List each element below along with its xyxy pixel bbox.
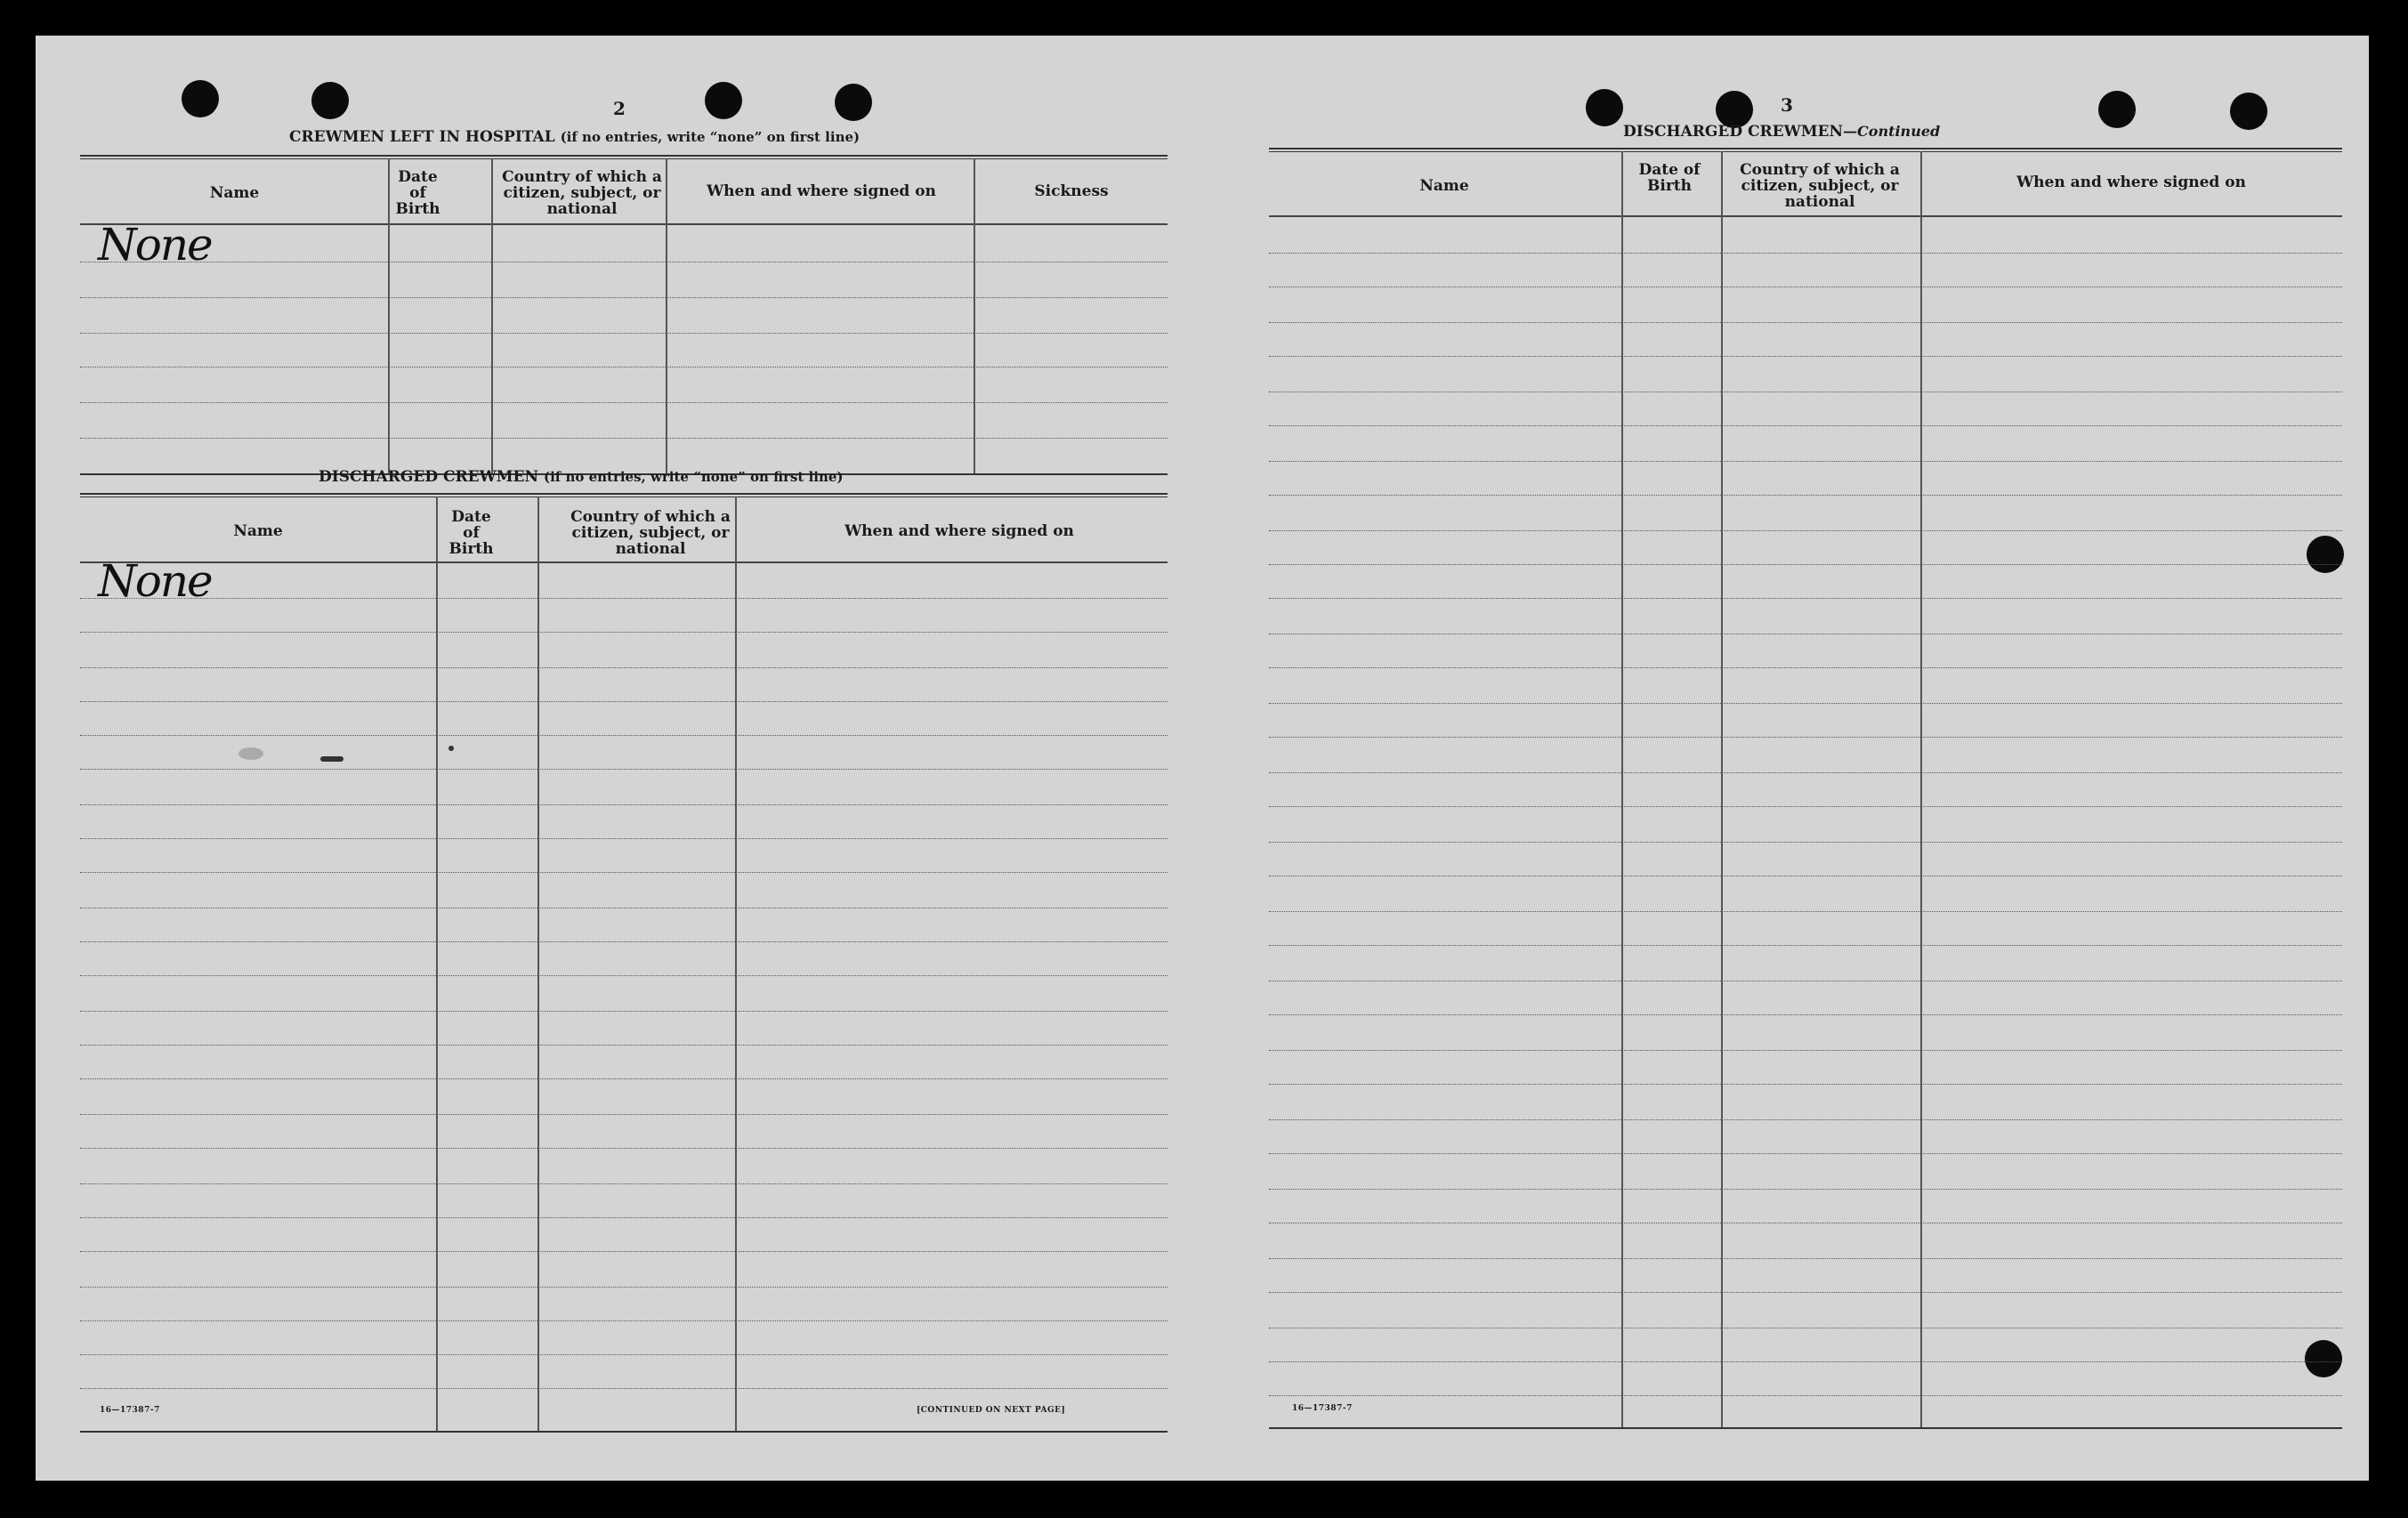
column-divider bbox=[974, 158, 975, 475]
column-header-country: Country of which a citizen, subject, or national bbox=[1740, 161, 1900, 211]
table-row-rule bbox=[80, 872, 1168, 873]
form-number: 16—17387-7 bbox=[1292, 1404, 1353, 1413]
table-row-rule bbox=[80, 402, 1168, 403]
table-bottom-rule bbox=[1269, 1427, 2342, 1429]
punch-hole bbox=[705, 82, 742, 119]
punch-hole bbox=[2098, 91, 2136, 128]
table-row-rule bbox=[1269, 772, 2342, 773]
ink-smudge bbox=[320, 756, 343, 762]
column-header-signed-on: When and where signed on bbox=[844, 522, 1074, 540]
table-row-rule bbox=[1269, 945, 2342, 946]
header-bottom-rule bbox=[1269, 215, 2342, 217]
table-row-rule bbox=[1269, 806, 2342, 807]
column-divider bbox=[1621, 151, 1623, 1429]
column-divider bbox=[436, 497, 438, 1431]
table-row-rule bbox=[1269, 1014, 2342, 1015]
table-row-rule bbox=[1269, 461, 2342, 462]
table-row-rule bbox=[80, 1388, 1168, 1389]
table-row-rule bbox=[80, 1251, 1168, 1252]
table-top-rule bbox=[80, 155, 1168, 159]
table-row-rule bbox=[1269, 1189, 2342, 1190]
table-row-rule bbox=[1269, 495, 2342, 496]
discharged-title-text: DISCHARGED CREWMEN bbox=[319, 468, 539, 486]
table-row-rule bbox=[1269, 1258, 2342, 1259]
column-header-sickness: Sickness bbox=[1034, 182, 1109, 200]
punch-hole bbox=[2307, 536, 2344, 573]
table-row-rule bbox=[1269, 1119, 2342, 1120]
table-row-rule bbox=[80, 769, 1168, 770]
table-row-rule bbox=[1269, 1153, 2342, 1154]
column-divider bbox=[491, 158, 493, 475]
table-row-rule bbox=[1269, 322, 2342, 323]
column-header-signed-on: When and where signed on bbox=[2016, 174, 2246, 191]
column-header-signed-on: When and where signed on bbox=[707, 182, 936, 200]
table-row-rule bbox=[1269, 1292, 2342, 1293]
table-row-rule bbox=[80, 701, 1168, 702]
table-row-rule bbox=[1269, 667, 2342, 668]
column-header-name: Name bbox=[1419, 177, 1469, 195]
table-row-rule bbox=[1269, 530, 2342, 531]
column-divider bbox=[388, 158, 390, 475]
table-row-rule bbox=[1269, 425, 2342, 426]
table-row-rule bbox=[1269, 842, 2342, 843]
column-header-country: Country of which a citizen, subject, or national bbox=[502, 168, 662, 218]
table-row-rule bbox=[80, 1217, 1168, 1218]
table-row-rule bbox=[80, 297, 1168, 298]
table-row-rule bbox=[80, 1183, 1168, 1184]
column-header-date-of-birth: Date of Birth bbox=[1638, 161, 1701, 195]
header-bottom-rule bbox=[80, 561, 1168, 563]
document-sheet bbox=[36, 36, 2369, 1481]
table-row-rule bbox=[1269, 911, 2342, 912]
discharged-instruction: (if no entries, write “none” on first line) bbox=[543, 469, 844, 485]
table-row-rule bbox=[80, 838, 1168, 839]
table-row-rule bbox=[80, 1011, 1168, 1012]
table-top-rule bbox=[80, 493, 1168, 497]
column-header-date-of-birth: Date of Birth bbox=[395, 168, 440, 218]
column-divider bbox=[735, 497, 737, 1431]
table-row-rule bbox=[1269, 737, 2342, 738]
table-row-rule bbox=[80, 1045, 1168, 1046]
table-row-rule bbox=[80, 598, 1168, 599]
page-number: 2 bbox=[613, 98, 626, 119]
ink-smudge bbox=[448, 746, 454, 751]
table-row-rule bbox=[1269, 703, 2342, 704]
continued-note: [CONTINUED ON NEXT PAGE] bbox=[917, 1406, 1066, 1415]
table-bottom-rule bbox=[80, 1431, 1168, 1433]
handwritten-entry: None bbox=[98, 555, 212, 607]
header-bottom-rule bbox=[80, 223, 1168, 225]
continued-section-title bbox=[1623, 123, 1940, 141]
hospital-title-text: CREWMEN LEFT IN HOSPITAL bbox=[289, 128, 555, 146]
punch-hole bbox=[1586, 89, 1623, 126]
punch-hole bbox=[182, 80, 219, 117]
table-row-rule bbox=[1269, 564, 2342, 565]
table-row-rule bbox=[80, 1148, 1168, 1149]
punch-hole bbox=[2305, 1340, 2342, 1377]
discharged-section-title bbox=[319, 468, 844, 486]
continued-title-text: DISCHARGED CREWMEN bbox=[1623, 123, 1844, 141]
column-divider bbox=[666, 158, 667, 475]
table-row-rule bbox=[80, 804, 1168, 805]
page-number: 3 bbox=[1781, 94, 1793, 116]
table-row-rule bbox=[1269, 1361, 2342, 1362]
table-row-rule bbox=[1269, 1084, 2342, 1085]
punch-hole bbox=[2230, 93, 2267, 130]
table-row-rule bbox=[80, 438, 1168, 439]
column-header-name: Name bbox=[209, 184, 260, 202]
hospital-instruction: (if no entries, write “none” on first line) bbox=[560, 129, 861, 145]
table-row-rule bbox=[80, 333, 1168, 334]
table-row-rule bbox=[1269, 598, 2342, 599]
table-row-rule bbox=[80, 941, 1168, 942]
punch-hole bbox=[835, 84, 872, 121]
continued-title-suffix: —Continued bbox=[1843, 123, 1941, 140]
ink-smudge bbox=[238, 747, 263, 760]
table-row-rule bbox=[80, 1078, 1168, 1079]
column-divider bbox=[1721, 151, 1723, 1429]
column-header-country: Country of which a citizen, subject, or national bbox=[570, 508, 731, 558]
punch-hole bbox=[311, 82, 349, 119]
table-row-rule bbox=[80, 1287, 1168, 1288]
hospital-section-title bbox=[289, 128, 860, 146]
table-row-rule bbox=[1269, 1395, 2342, 1396]
table-row-rule bbox=[80, 735, 1168, 736]
column-divider bbox=[1920, 151, 1922, 1429]
table-row-rule bbox=[1269, 1050, 2342, 1051]
column-header-name: Name bbox=[233, 522, 283, 540]
table-row-rule bbox=[80, 1114, 1168, 1115]
table-row-rule bbox=[80, 632, 1168, 633]
table-top-rule bbox=[1269, 148, 2342, 152]
column-divider bbox=[537, 497, 539, 1431]
column-header-date-of-birth: Date of Birth bbox=[448, 508, 494, 558]
table-row-rule bbox=[80, 975, 1168, 976]
table-row-rule bbox=[80, 667, 1168, 668]
table-row-rule bbox=[80, 1354, 1168, 1355]
table-row-rule bbox=[1269, 356, 2342, 357]
table-row-rule bbox=[1269, 253, 2342, 254]
handwritten-entry: None bbox=[98, 219, 212, 270]
form-number: 16—17387-7 bbox=[100, 1406, 160, 1415]
table-row-rule bbox=[80, 1320, 1168, 1321]
